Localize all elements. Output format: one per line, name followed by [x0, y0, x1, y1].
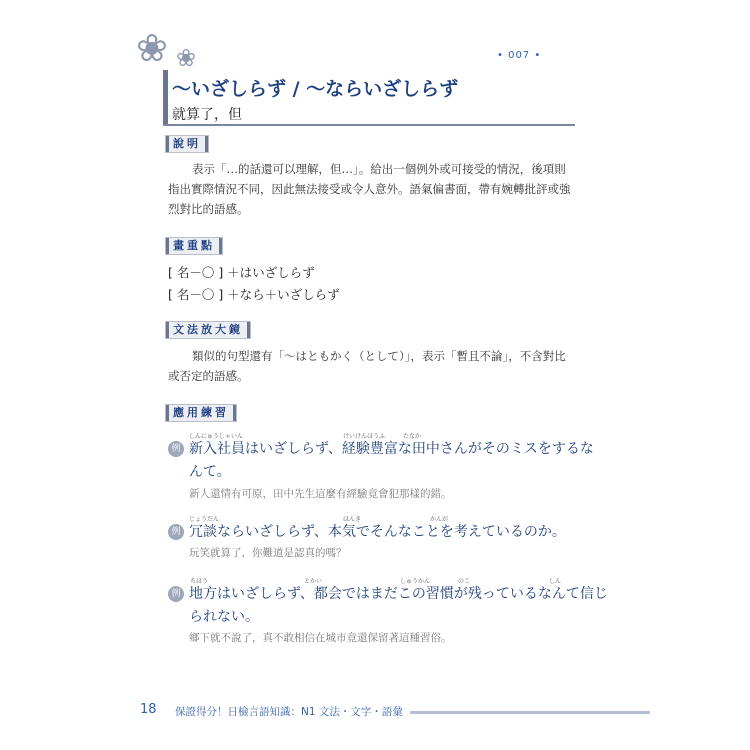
ruby-reading: けいけんほうふ [343, 433, 386, 440]
section-label-practice: 應用練習 [166, 405, 236, 421]
section-label-explain: 說明 [166, 136, 208, 152]
section-label-magnify: 文法放大鏡 [166, 322, 250, 338]
example-icon: 例 [168, 586, 184, 602]
example-jp-line: 新入社員はいざしらず、経験豊富な田中さんがそのミスをするな [189, 441, 594, 457]
example-translation: 鄉下就不說了，真不敢相信在城市竟還保留著這種習俗。 [189, 632, 452, 644]
flower-icon: ❀ [176, 44, 197, 72]
ruby-reading: しゅうかん [400, 578, 431, 585]
example-icon: 例 [168, 524, 184, 540]
page-title: ～いざしらず / ～ならいざしらず [172, 78, 459, 100]
ruby-reading: じょうだん [189, 516, 220, 523]
pattern-line-2: [ 名－〇 ] ＋なら＋いざしらず [168, 287, 340, 302]
flower-icon: ❀ [136, 26, 168, 70]
page-number: 18 [140, 702, 157, 717]
page-marker: • 007 • [497, 50, 542, 61]
example-jp-line: 冗談ならいざしらず、本気でそんなことを考えているのか。 [189, 524, 566, 540]
ruby-reading: しんにゅうしゃいん [189, 433, 243, 440]
pattern-line-1: [ 名－〇 ] ＋はいざしらず [168, 265, 315, 280]
example-jp-line: んて。 [189, 464, 231, 480]
example-jp-line: られない。 [189, 609, 259, 625]
title-block [163, 70, 575, 126]
magnify-paragraph: 類似的句型還有「～はともかく（として）」，表示「暫且不論」，不含對比或否定的語感。 [168, 349, 566, 383]
book-title: 保證得分！日檢言語知識：N1 文法・文字・語彙 [175, 706, 403, 718]
ruby-reading: ほんき [343, 516, 362, 523]
example-translation: 新人還情有可原，田中先生這麼有經驗竟會犯那樣的錯。 [189, 488, 452, 500]
ruby-reading: しん [549, 578, 562, 585]
page-subtitle: 就算了，但 [172, 107, 242, 123]
ruby-reading: とかい [304, 578, 323, 585]
section-label-focus: 畫重點 [166, 238, 222, 254]
example-translation: 玩笑就算了，你難道是認真的嗎？ [189, 547, 347, 559]
ruby-reading: ちほう [190, 578, 209, 585]
title-accent-bar [163, 70, 168, 126]
explain-paragraph: 表示「…的話還可以理解，但…」。給出一個例外或可接受的情況，後項則指出實際情況不同，因此無法接受或令人意外。語氣偏書面，帶有婉轉批評或強烈對比的語感。 [168, 162, 571, 216]
footer-divider [410, 711, 650, 714]
example-icon: 例 [168, 441, 184, 457]
ruby-reading: のこ [458, 578, 471, 585]
title-divider [163, 124, 575, 126]
example-jp-line: 地方はいざしらず、都会ではまだこの習慣が残っているなんて信じ [189, 586, 608, 602]
ruby-reading: たなか [403, 433, 422, 440]
ruby-reading: かんが [430, 516, 449, 523]
